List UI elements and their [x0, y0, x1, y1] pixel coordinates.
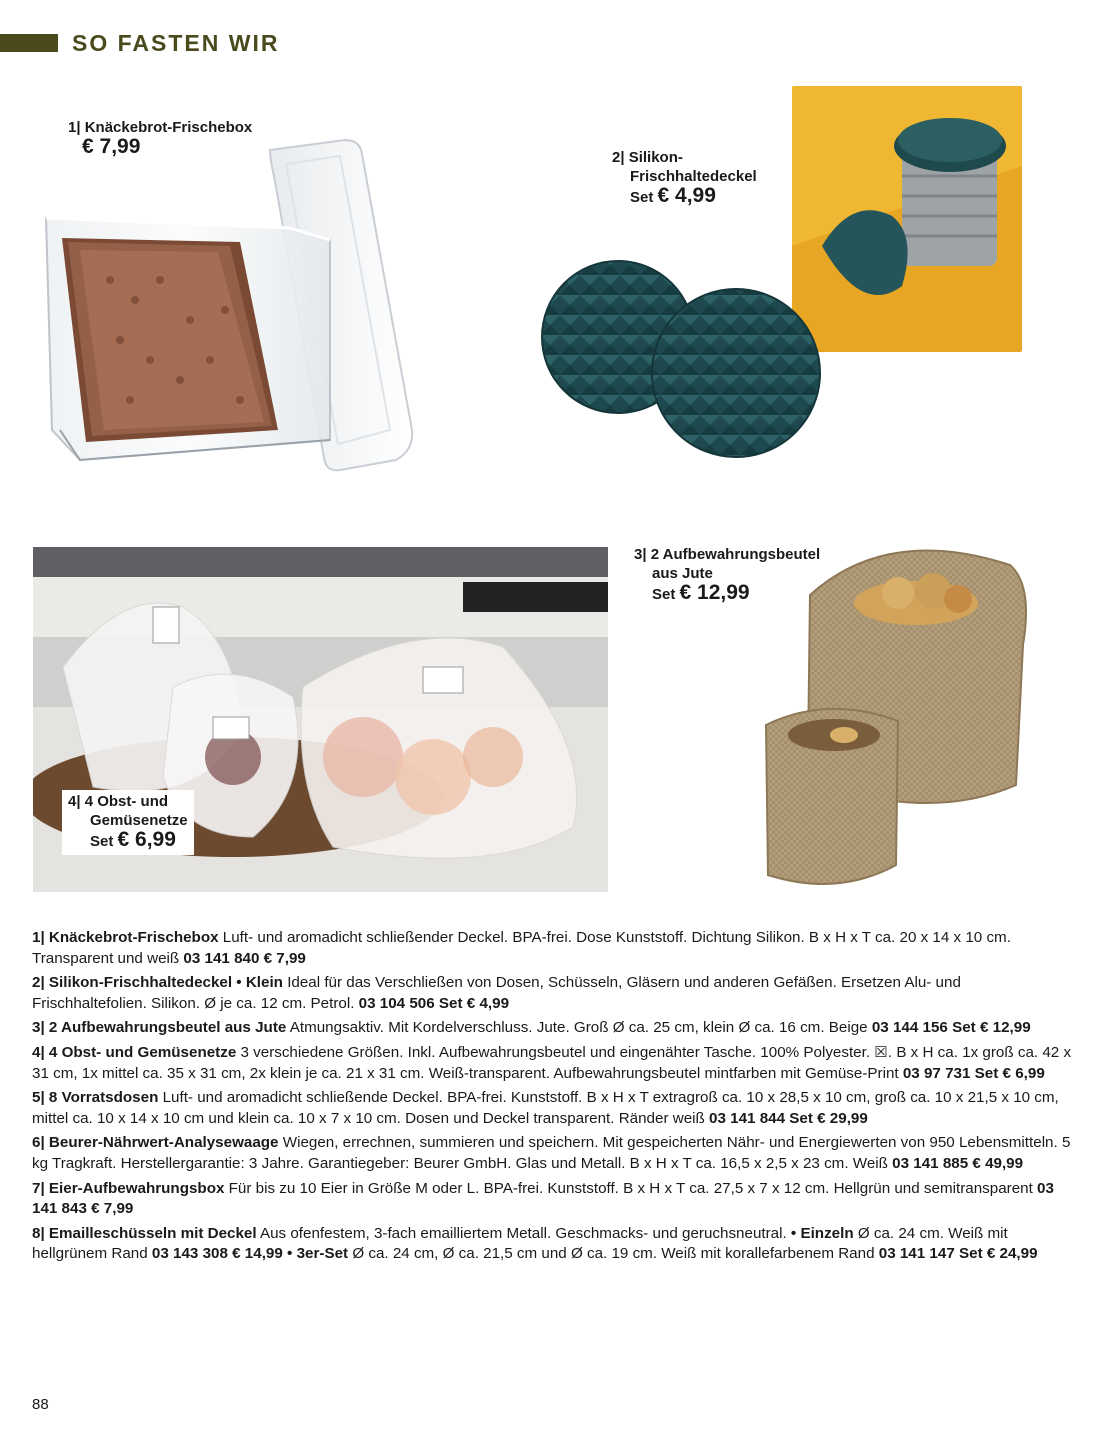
description-item-7 [32, 1179, 1072, 1220]
product-price: € 6,99 [117, 828, 176, 851]
product-label-gemuesenetze [62, 790, 194, 855]
price: € 49,99 [972, 1154, 1024, 1172]
product-price: € 4,99 [657, 184, 716, 207]
page-title: SO FASTEN WIR [72, 30, 280, 56]
description-text: Atmungsaktiv. Mit Kordelverschluss. Jute. Groß Ø ca. 25 cm, klein Ø ca. 16 cm. Beige [286, 1019, 872, 1037]
order-number: 03 141 843 [32, 1179, 1054, 1218]
product-name-line2: Frischhaltedeckel [630, 168, 757, 185]
description-title: 3| 2 Aufbewahrungsbeutel aus Jute [32, 1019, 287, 1037]
price: € 4,99 [466, 994, 510, 1012]
price: € 6,99 [1002, 1064, 1045, 1082]
product-name-line2: aus Jute [652, 565, 713, 582]
set-label: Set [652, 586, 676, 603]
price: € 7,99 [91, 1200, 134, 1218]
description-title: 6| Beurer-Nährwert-Analysewaage [32, 1134, 279, 1152]
description-item-6 [32, 1133, 1072, 1174]
product-name-line1: 3| 2 Aufbewahrungsbeutel [634, 546, 821, 563]
order-number: 03 144 156 [871, 1019, 948, 1037]
description-item-4 [32, 1043, 1072, 1084]
page-number: 88 [32, 1396, 49, 1413]
product-price: € 7,99 [82, 135, 141, 158]
product-image-deckel [540, 255, 830, 465]
description-title: 7| Eier-Aufbewahrungsbox [32, 1179, 225, 1197]
description-text: Wiegen, errechnen, summieren und speichern. Mit gespeicherten Nähr- und Energiewerten von 950 Lebensmitteln. 5 kg Tragkraft. Herstellergarantie: 3 Jahre. Garantiegeber: Beurer GmbH. Glas und Metall. B x H x T ca. 16,5 x 2,5 x 23 cm. Weiß [32, 1134, 1071, 1172]
description-item-8 [32, 1224, 1072, 1265]
description-text: Ø ca. 24 cm, Ø ca. 21,5 cm und Ø ca. 19 cm. Weiß mit korallefarbenem Rand [348, 1245, 879, 1263]
price: € 7,99 [263, 949, 306, 967]
order-number: 03 104 506 [358, 994, 435, 1012]
set-label: Set [438, 994, 463, 1012]
set-label: Set [959, 1245, 983, 1263]
description-item-1 [32, 928, 1072, 969]
price: € 24,99 [986, 1245, 1038, 1263]
order-number: 03 143 308 [151, 1245, 228, 1263]
description-title: 8| Emailleschüsseln mit Deckel [32, 1224, 257, 1242]
product-image-jute-beutel [748, 525, 1038, 905]
description-text: 3 verschiedene Größen. Inkl. Aufbewahrungsbeutel und eingenähter Tasche. 100% Polyester. ☒. B x H ca. 1x groß ca. 42 x 31 cm, 1x mittel ca. 35 x 31 cm, 2x klein je ca. 21 x 31 cm. Weiß-transparent. Aufbewahrungsbeutel mintfarben mit Gemüse-Print [32, 1043, 1072, 1082]
set-label: Set [952, 1019, 976, 1037]
product-name-line2: Gemüsenetze [90, 812, 188, 829]
variant-label: • Einzeln [790, 1224, 854, 1242]
set-label: Set [90, 833, 114, 850]
description-item-5 [32, 1088, 1072, 1129]
order-number: 03 141 844 [709, 1109, 786, 1127]
product-name-line1: 4| 4 Obst- und [68, 793, 169, 810]
price: € 29,99 [817, 1109, 868, 1127]
description-text: Luft- und aromadicht schließender Deckel. BPA-frei. Dose Kunststoff. Dichtung Silikon. B x H x T ca. 20 x 14 x 10 cm. Transparent und weiß [32, 929, 1011, 967]
description-text: Für bis zu 10 Eier in Größe M oder L. BPA-frei. Kunststoff. B x H x T ca. 27,5 x 7 x 12 cm. Hellgrün und semitransparent [224, 1179, 1038, 1197]
set-label: Set [974, 1064, 999, 1082]
product-label-deckel [612, 148, 757, 207]
price: € 12,99 [979, 1019, 1031, 1037]
order-number: 03 141 885 [892, 1154, 969, 1172]
product-descriptions [32, 928, 1072, 1269]
description-text: Luft- und aromadicht schließende Deckel. BPA-frei. Kunststoff. B x H x T extragroß ca. 10 x 28,5 x 10 cm, groß ca. 10 x 21,5 x 10 cm, mittel ca. 10 x 14 x 10 cm und klein ca. 10 x 7 x 10 cm. Dosen und Deckel transparent. Ränder weiß [32, 1089, 1059, 1127]
set-label: Set [630, 189, 654, 206]
product-name: 1| Knäckebrot-Frischebox [68, 119, 253, 136]
description-text: Ø ca. 24 cm. Weiß mit hellgrünem Rand [32, 1224, 1008, 1263]
description-title: 5| 8 Vorratsdosen [32, 1089, 159, 1107]
description-title: 2| Silikon-Frischhaltedeckel • Klein [32, 974, 283, 992]
description-text: Aus ofenfestem, 3-fach emailliertem Metall. Geschmacks- und geruchsneutral. [256, 1224, 791, 1242]
variant-label: • 3er-Set [282, 1245, 349, 1263]
order-number: 03 141 147 [878, 1245, 955, 1263]
product-label-frischebox [68, 118, 252, 156]
description-title: 1| Knäckebrot-Frischebox [32, 929, 219, 946]
order-number: 03 97 731 [902, 1064, 971, 1082]
header-accent-bar [0, 34, 58, 52]
product-image-frischebox [40, 130, 420, 490]
order-number: 03 141 840 [183, 949, 260, 967]
description-item-3 [32, 1018, 1072, 1039]
description-text: Ideal für das Verschließen von Dosen, Schüsseln, Gläsern und anderen Gefäßen. Ersetzen Alu- und Frischhaltefolien. Silikon. Ø je ca. 12 cm. Petrol. [32, 974, 961, 1012]
description-item-2 [32, 973, 1072, 1014]
price: € 14,99 [232, 1245, 283, 1263]
description-title: 4| 4 Obst- und Gemüsenetze [32, 1043, 237, 1061]
set-label: Set [789, 1109, 813, 1127]
product-name-line1: 2| Silikon- [612, 149, 683, 166]
product-price: € 12,99 [679, 581, 750, 604]
